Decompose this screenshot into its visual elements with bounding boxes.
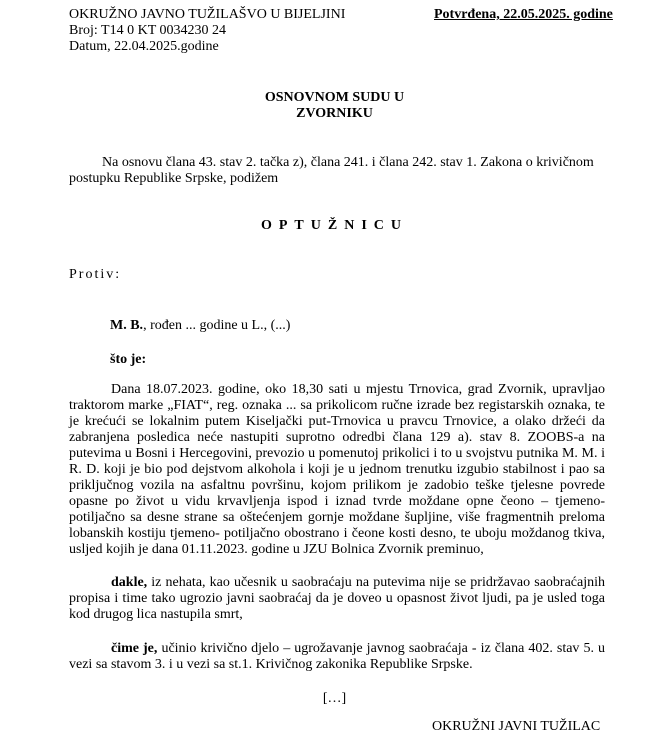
- office-name: OKRUŽNO JAVNO TUŽILAŠVO U BIJELJINI: [69, 7, 346, 22]
- omission-marker: […]: [322, 691, 347, 706]
- defendant-details: , rođen ... godine u L., (...): [143, 318, 291, 333]
- case-number: Broj: T14 0 KT 0034230 24: [69, 23, 226, 38]
- offence-lead: čime je,: [111, 641, 158, 656]
- offence-paragraph: [69, 641, 605, 673]
- defendant-initials: M. B.: [110, 318, 144, 333]
- confirmation-date: Potvrđena, 22.05.2025. godine: [434, 7, 613, 22]
- document-header: [69, 7, 399, 55]
- sto-je-label: što je:: [110, 352, 147, 367]
- offence-text: učinio krivično djelo – ugrožavanje javnog saobraćaja - iz člana 402. stav 5. u vezi sa stavom 3. i u vezi sa st.1. Krivičnog zakonika Republike Srpske.: [69, 641, 606, 672]
- court-addressee: [0, 90, 669, 122]
- document-date: Datum, 22.04.2025.godine: [69, 39, 219, 54]
- conclusion-text: iz nehata, kao učesnik u saobraćaju na putevima nije se pridržavao saobraćajnih propisa i time tako ugrozio javni saobraćaj da je doveo u opasnost život ljudi, pa je usled toga kod drugog lica nastupila smrt,: [69, 575, 605, 622]
- legal-basis-paragraph: Na osnovu člana 43. stav 2. tačka z), člana 241. i člana 242. stav 1. Zakona o krivičnom postupku Republike Srpske, podižem: [69, 155, 594, 186]
- signature-title: OKRUŽNI JAVNI TUŽILAC: [432, 719, 601, 734]
- facts-paragraph: Dana 18.07.2023. godine, oko 18,30 sati u mjestu Trnovica, grad Zvornik, upravljao traktorom marke „FIAT“, reg. oznaka ... sa prikolicom ručne izrade bez registarskih oznaka, te je krećući se lokalnim putem Kiseljački put-Trnovica u pravcu Trnovice, a olako držeći da zabranjena posledica neće nastupiti suprotno odredbi člana 129 a). stav 8. ZOOBS-a na putevima u Bosni i Hercegovini, prevozio u pomenutoj prikolici i to u svojstvu putnika M. M. i R. D. koji je bio pod dejstvom alkohola i koji je u jednom trenutku izgubio stabilnost i pao sa priključnog vozila na asfaltnu površinu, kojom prilikom je zadobio teške tjelesne povrede opasne po život u vidu krvavljenja ispod i iznad tvrde moždane opne čeono – tjemeno-potiljačno sa desne strane sa oštećenjem gornje moždane šupljine, više fragmentnih preloma lobanskih kostiju tjemeno- potiljačno obostrano i čeone kosti desno, te uboju moždanog tkiva, usljed kojih je dana 01.11.2023. godine u JZU Bolnica Zvornik preminuo,: [69, 382, 605, 557]
- document-title: OPTUŽNICU: [260, 218, 408, 233]
- defendant-line: [110, 318, 290, 334]
- against-label: Protiv:: [69, 267, 122, 282]
- court-line-2: ZVORNIKU: [296, 106, 373, 121]
- court-line-1: OSNOVNOM SUDU U: [264, 90, 405, 105]
- conclusion-paragraph: [69, 575, 605, 623]
- conclusion-lead: dakle,: [111, 575, 148, 590]
